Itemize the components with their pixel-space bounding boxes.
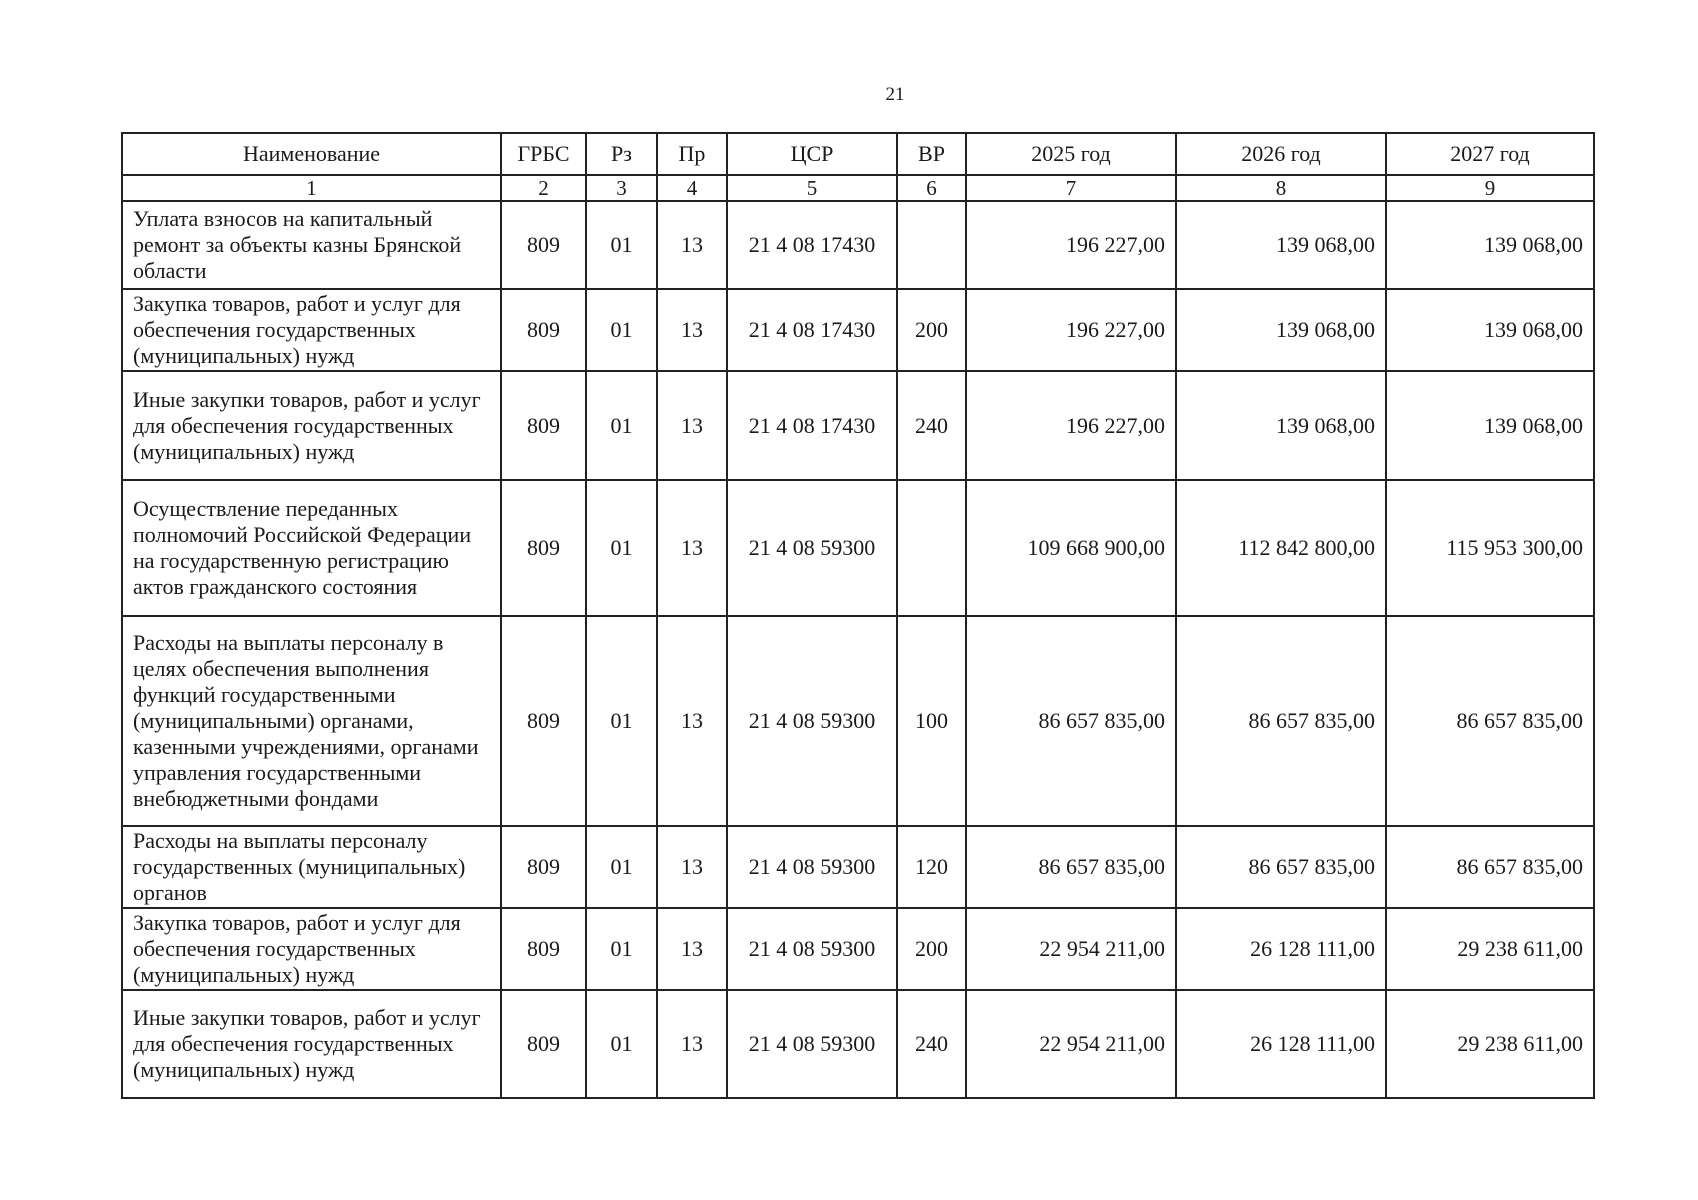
row-grbs: 809: [501, 616, 586, 826]
row-amount-2025: 22 954 211,00: [966, 908, 1176, 990]
row-vr: [897, 201, 966, 289]
table-row: [122, 990, 1594, 1098]
row-name: Уплата взносов на капитальный ремонт за объекты казны Брянской области: [122, 201, 501, 289]
budget-table: [121, 132, 1595, 1099]
row-csr: 21 4 08 59300: [727, 908, 897, 990]
row-csr: 21 4 08 59300: [727, 826, 897, 908]
row-grbs: 809: [501, 990, 586, 1098]
row-csr: 21 4 08 17430: [727, 371, 897, 480]
row-name: Закупка товаров, работ и услуг для обеспечения государственных (муниципальных) нужд: [122, 289, 501, 371]
row-name: Иные закупки товаров, работ и услуг для обеспечения государственных (муниципальных) нужд: [122, 990, 501, 1098]
page-number: 21: [885, 84, 905, 105]
row-amount-2025: 86 657 835,00: [966, 826, 1176, 908]
column-number: 6: [897, 175, 966, 201]
row-pr: 13: [657, 990, 727, 1098]
column-number: 7: [966, 175, 1176, 201]
row-name: Расходы на выплаты персоналу государственных (муниципальных) органов: [122, 826, 501, 908]
row-rz: 01: [586, 990, 657, 1098]
header-2026: 2026 год: [1176, 133, 1386, 175]
row-name: Расходы на выплаты персоналу в целях обеспечения выполнения функций государственными (муниципальными) органами, казенными учреждениями, органами управления государственными внебюджетными фондами: [122, 616, 501, 826]
header-pr: Пр: [657, 133, 727, 175]
row-csr: 21 4 08 59300: [727, 480, 897, 616]
header-grbs: ГРБС: [501, 133, 586, 175]
row-vr: 240: [897, 990, 966, 1098]
row-pr: 13: [657, 201, 727, 289]
row-vr: 100: [897, 616, 966, 826]
table-row: [122, 371, 1594, 480]
row-rz: 01: [586, 616, 657, 826]
row-amount-2025: 109 668 900,00: [966, 480, 1176, 616]
row-grbs: 809: [501, 201, 586, 289]
column-number: 5: [727, 175, 897, 201]
row-vr: 240: [897, 371, 966, 480]
column-number-row: [122, 175, 1594, 201]
row-amount-2026: 86 657 835,00: [1176, 616, 1386, 826]
header-vr: ВР: [897, 133, 966, 175]
table-row: [122, 480, 1594, 616]
row-pr: 13: [657, 616, 727, 826]
row-amount-2027: 139 068,00: [1386, 201, 1594, 289]
row-grbs: 809: [501, 371, 586, 480]
row-amount-2026: 26 128 111,00: [1176, 990, 1386, 1098]
row-amount-2026: 139 068,00: [1176, 289, 1386, 371]
table-row: [122, 908, 1594, 990]
row-amount-2027: 139 068,00: [1386, 289, 1594, 371]
header-2025: 2025 год: [966, 133, 1176, 175]
row-amount-2025: 196 227,00: [966, 371, 1176, 480]
row-amount-2026: 112 842 800,00: [1176, 480, 1386, 616]
row-rz: 01: [586, 201, 657, 289]
row-amount-2027: 115 953 300,00: [1386, 480, 1594, 616]
row-rz: 01: [586, 480, 657, 616]
row-amount-2027: 86 657 835,00: [1386, 826, 1594, 908]
table-row: [122, 616, 1594, 826]
row-amount-2025: 86 657 835,00: [966, 616, 1176, 826]
row-amount-2025: 22 954 211,00: [966, 990, 1176, 1098]
row-vr: 120: [897, 826, 966, 908]
row-pr: 13: [657, 371, 727, 480]
row-vr: 200: [897, 289, 966, 371]
header-csr: ЦСР: [727, 133, 897, 175]
row-rz: 01: [586, 289, 657, 371]
row-amount-2027: 29 238 611,00: [1386, 990, 1594, 1098]
row-vr: 200: [897, 908, 966, 990]
row-amount-2026: 86 657 835,00: [1176, 826, 1386, 908]
row-rz: 01: [586, 826, 657, 908]
table-row: [122, 289, 1594, 371]
row-pr: 13: [657, 289, 727, 371]
row-amount-2025: 196 227,00: [966, 201, 1176, 289]
row-amount-2027: 139 068,00: [1386, 371, 1594, 480]
row-amount-2027: 86 657 835,00: [1386, 616, 1594, 826]
row-rz: 01: [586, 371, 657, 480]
column-number: 3: [586, 175, 657, 201]
column-number: 4: [657, 175, 727, 201]
row-pr: 13: [657, 908, 727, 990]
row-grbs: 809: [501, 826, 586, 908]
row-grbs: 809: [501, 289, 586, 371]
row-amount-2026: 139 068,00: [1176, 201, 1386, 289]
row-csr: 21 4 08 59300: [727, 616, 897, 826]
header-rz: Рз: [586, 133, 657, 175]
row-amount-2025: 196 227,00: [966, 289, 1176, 371]
row-grbs: 809: [501, 908, 586, 990]
row-pr: 13: [657, 480, 727, 616]
row-pr: 13: [657, 826, 727, 908]
row-csr: 21 4 08 17430: [727, 289, 897, 371]
row-amount-2026: 139 068,00: [1176, 371, 1386, 480]
header-name: Наименование: [122, 133, 501, 175]
column-number: 1: [122, 175, 501, 201]
row-name: Иные закупки товаров, работ и услуг для обеспечения государственных (муниципальных) нужд: [122, 371, 501, 480]
column-number: 9: [1386, 175, 1594, 201]
row-amount-2027: 29 238 611,00: [1386, 908, 1594, 990]
row-name: Закупка товаров, работ и услуг для обеспечения государственных (муниципальных) нужд: [122, 908, 501, 990]
column-number: 8: [1176, 175, 1386, 201]
header-row: [122, 133, 1594, 175]
row-amount-2026: 26 128 111,00: [1176, 908, 1386, 990]
row-vr: [897, 480, 966, 616]
row-grbs: 809: [501, 480, 586, 616]
column-number: 2: [501, 175, 586, 201]
row-csr: 21 4 08 59300: [727, 990, 897, 1098]
row-csr: 21 4 08 17430: [727, 201, 897, 289]
row-rz: 01: [586, 908, 657, 990]
table-row: [122, 826, 1594, 908]
header-2027: 2027 год: [1386, 133, 1594, 175]
table-row: [122, 201, 1594, 289]
row-name: Осуществление переданных полномочий Российской Федерации на государственную регистрацию актов гражданского состояния: [122, 480, 501, 616]
